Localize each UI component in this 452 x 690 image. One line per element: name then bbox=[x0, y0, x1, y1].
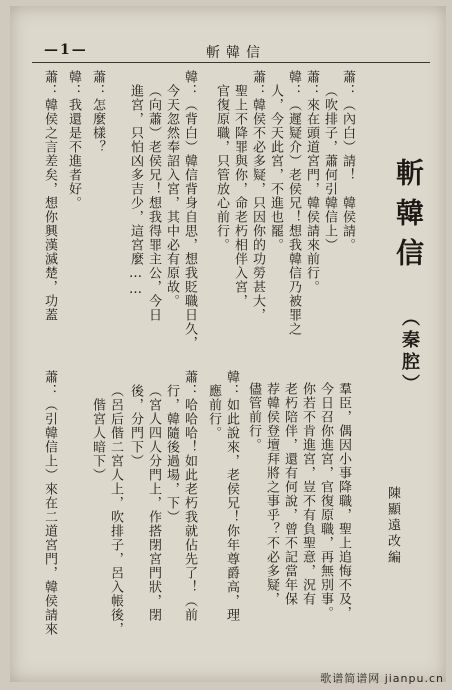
text-column: 今天忽然奉詔入宮，其中必有原故。 bbox=[164, 84, 179, 308]
play-title: 斬韓信 bbox=[392, 158, 425, 278]
text-column: 蕭：韓侯不必多疑，只因你的功勞甚大， bbox=[250, 70, 265, 322]
text-column: 官復原職，只管放心前行。 bbox=[214, 84, 229, 252]
header-rule bbox=[32, 62, 430, 63]
text-column: 你若不肯進宮，豈不有負聖意，況有 bbox=[300, 382, 315, 606]
text-column: 聖上不降罪與你，命老朽相伴入宮， bbox=[232, 84, 247, 308]
text-column: 儘管前行。 bbox=[246, 382, 261, 452]
text-column: 應前行。 bbox=[206, 384, 221, 440]
text-column: 蕭：怎麼樣？ bbox=[90, 70, 105, 154]
text-column: 韓：（遲疑介）老侯兄！想我韓信乃被罪之 bbox=[286, 70, 301, 336]
text-column: 蕭：（內白）請！ 韓侯請。 bbox=[340, 70, 355, 252]
page-number: —1— bbox=[44, 42, 88, 58]
text-column: （吹排子，蕭何引韓信上） bbox=[322, 84, 337, 252]
text-column: 蕭：來在頭道宮門，韓侯請來前行。 bbox=[304, 70, 319, 294]
text-column: 羣臣，偶因小事降職，聖上追悔不及， bbox=[336, 382, 351, 620]
text-column: 蕭：哈哈哈！如此老朽我就佔先了！（前 bbox=[182, 370, 197, 622]
running-title: 斬韓信 bbox=[206, 45, 266, 61]
author-credit: 陳顯遠改編 bbox=[385, 486, 400, 566]
site-watermark: 歌谱简谱网 jianpu.cn bbox=[320, 672, 444, 685]
text-column: 韓：我還是不進者好。 bbox=[66, 70, 81, 210]
text-column: 荐韓侯登壇拜將之事乎？不必多疑， bbox=[264, 382, 279, 606]
text-column: 人，今天此宮，不進也罷。 bbox=[268, 84, 283, 252]
text-column: 韓：如此說來，老侯兄！你年尊爵高，理 bbox=[224, 370, 239, 622]
text-column: （呂后偕二宮人上，吹排子，呂入帳後， bbox=[108, 384, 123, 636]
text-column: 行，韓隨後過場，下） bbox=[164, 384, 179, 524]
text-column: 老朽陪伴，還有何說，曾不記當年保 bbox=[282, 382, 297, 606]
text-column: 今日召你進宮，官復原職，再無別事。 bbox=[318, 382, 333, 620]
text-column: 蕭：（引韓信上）來在二道宮門，韓侯請來 bbox=[42, 370, 57, 636]
text-column: 蕭：韓侯之言差矣，想你興漢滅楚，功蓋 bbox=[42, 70, 57, 322]
text-column: 偕宮人暗下） bbox=[90, 398, 105, 482]
text-column: （向蕭）老侯兄！想我得罪主公，今日 bbox=[146, 84, 161, 322]
text-column: 進宮，只怕凶多吉少，這宮麼…… bbox=[128, 84, 143, 298]
play-subtitle: （秦腔） bbox=[399, 308, 420, 396]
text-column: 韓：（背白）韓信背身自思，想我貶職日久， bbox=[182, 70, 197, 350]
text-column: （宮人四人分門上，作搭閉宮門狀，閉 bbox=[146, 384, 161, 622]
text-column: 後，分門下） bbox=[128, 384, 143, 468]
